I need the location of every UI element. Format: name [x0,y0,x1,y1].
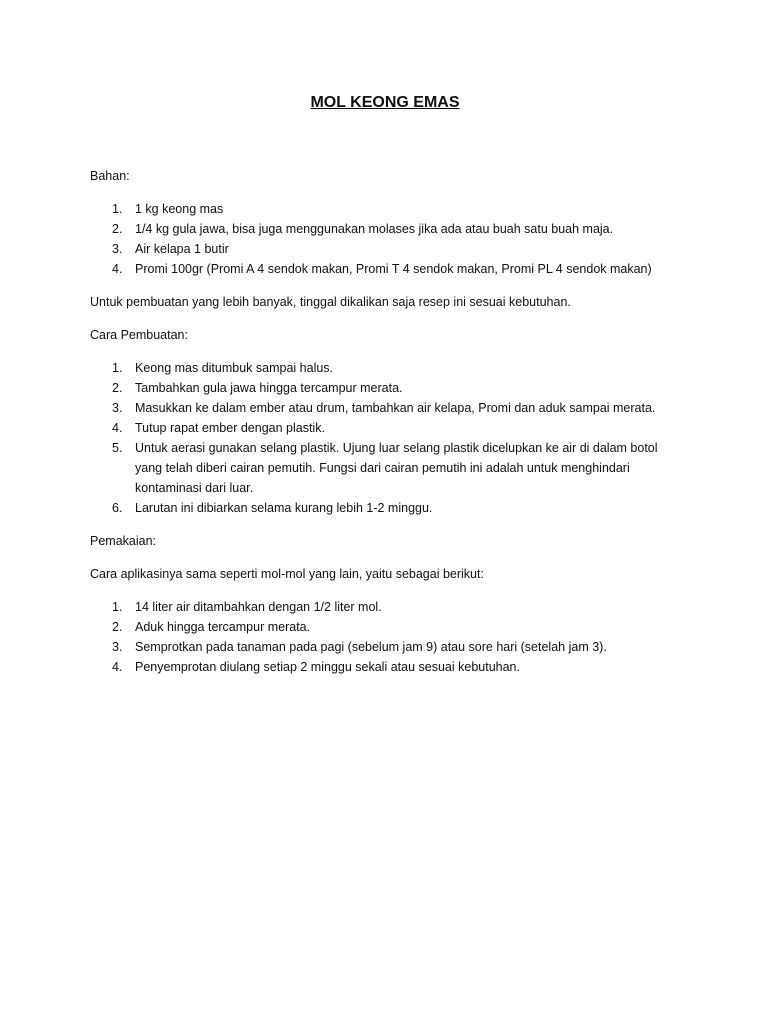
list-item [90,378,680,398]
list-number: 4. [112,660,123,674]
list-text: Semprotkan pada tanaman pada pagi (sebelum jam 9) atau sore hari (setelah jam 3). [135,640,607,654]
cara-heading: Cara Pembuatan: [90,328,188,342]
list-text: Penyemprotan diulang setiap 2 minggu sekali atau sesuai kebutuhan. [135,660,520,674]
list-text: Aduk hingga tercampur merata. [135,620,311,634]
list-number: 1. [112,361,123,375]
list-text: Tutup rapat ember dengan plastik. [135,421,325,435]
document-content [90,92,680,690]
list-item [90,418,680,438]
list-text: 1 kg keong mas [135,202,224,216]
list-item [90,398,680,418]
list-number: 2. [112,620,123,634]
list-number: 4. [112,421,123,435]
document-title-text: MOL KEONG EMAS [310,94,460,111]
list-text: Tambahkan gula jawa hingga tercampur merata. [135,381,403,395]
list-text: 14 liter air ditambahkan dengan 1/2 liter mol. [135,600,382,614]
cara-list [90,358,680,518]
list-item [90,259,680,279]
pemakaian-intro: Cara aplikasinya sama seperti mol-mol yang lain, yaitu sebagai berikut: [90,567,484,581]
bahan-heading: Bahan: [90,169,130,183]
list-item [90,219,680,239]
list-text: Masukkan ke dalam ember atau drum, tambahkan air kelapa, Promi dan aduk sampai merata. [135,401,656,415]
list-item [90,199,680,219]
list-number: 2. [112,381,123,395]
list-text: 1/4 kg gula jawa, bisa juga menggunakan molases jika ada atau buah satu buah maja. [135,222,614,236]
list-number: 1. [112,202,123,216]
document-title [90,92,680,114]
bahan-list [90,199,680,279]
list-item [90,358,680,378]
note-paragraph: Untuk pembuatan yang lebih banyak, tinggal dikalikan saja resep ini sesuai kebutuhan. [90,295,571,309]
pemakaian-list [90,597,680,677]
list-item [90,637,680,657]
list-text: Keong mas ditumbuk sampai halus. [135,361,334,375]
list-text: Larutan ini dibiarkan selama kurang lebih 1-2 minggu. [135,501,433,515]
list-item [90,617,680,637]
list-item [90,597,680,617]
list-number: 5. [112,441,123,455]
list-number: 4. [112,262,123,276]
list-item [90,498,680,518]
list-number: 2. [112,222,123,236]
list-number: 1. [112,600,123,614]
list-number: 3. [112,401,123,415]
list-number: 3. [112,242,123,256]
list-number: 6. [112,501,123,515]
list-text: Promi 100gr (Promi A 4 sendok makan, Promi T 4 sendok makan, Promi PL 4 sendok makan) [135,262,652,276]
list-text: Air kelapa 1 butir [135,242,229,256]
list-text: Untuk aerasi gunakan selang plastik. Ujung luar selang plastik dicelupkan ke air di dalam botol yang telah diberi cairan pemutih. Fungsi dari cairan pemutih ini adalah untuk menghindari kontaminasi dari luar. [135,441,658,495]
list-item [90,239,680,259]
list-item [90,438,680,498]
pemakaian-heading: Pemakaian: [90,534,157,548]
list-number: 3. [112,640,123,654]
list-item [90,657,680,677]
